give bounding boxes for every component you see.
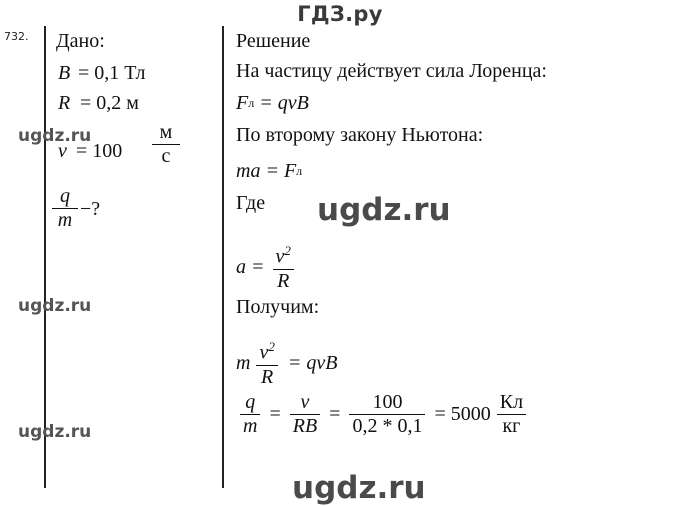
solution-final-formula: [236, 392, 530, 437]
final-unit-num: Кл: [499, 391, 524, 413]
find-suffix: −?: [80, 198, 101, 220]
final-eq1: =: [269, 403, 281, 425]
solution-step1-text: На частицу действует сила Лоренца:: [236, 60, 547, 82]
final-f1: [240, 392, 260, 437]
solution-step2-text: По второму закону Ньютона:: [236, 124, 484, 146]
speed-unit-denominator: с: [161, 145, 171, 167]
step5-num-exponent: 2: [268, 339, 275, 354]
accel-num-symbol: v: [275, 245, 285, 268]
watermark: ugdz.ru: [18, 126, 92, 146]
given-heading: Дано:: [56, 30, 105, 52]
accel-numerator: [273, 244, 294, 268]
accel-num-exponent: 2: [284, 243, 291, 258]
accel-fraction: [273, 244, 294, 292]
accel-denominator: R: [277, 269, 290, 292]
step5-numerator: [256, 340, 277, 364]
final-unit: [497, 392, 526, 437]
solution-acceleration-formula: [236, 244, 298, 292]
final-f3: [349, 392, 425, 437]
divider-left: [44, 26, 46, 488]
solution-step3-text: Где: [236, 192, 266, 214]
given-line-0-value: = 0,1 Тл: [78, 62, 146, 84]
step2-lhs: ma = F: [236, 160, 297, 182]
step5-fraction: [256, 340, 277, 388]
final-eq3: =: [434, 403, 446, 425]
exercise-number: 732.: [4, 30, 29, 43]
solution-step2-formula: [236, 160, 302, 183]
final-f1-den: m: [243, 415, 258, 437]
step1-rhs: = qvB: [259, 92, 309, 114]
step5-rhs: = qvB: [287, 352, 338, 375]
step5-denominator: R: [261, 365, 274, 388]
watermark: ugdz.ru: [317, 192, 451, 228]
final-eq2: =: [329, 403, 341, 425]
final-unit-den: кг: [502, 415, 521, 437]
step1-lhs: F: [236, 92, 249, 114]
given-line-1-symbol: R: [58, 92, 71, 114]
solution-step1-formula: [236, 92, 309, 115]
given-line-1-value: = 0,2 м: [80, 92, 139, 114]
watermark: ugdz.ru: [292, 470, 426, 506]
find-denominator: m: [57, 209, 73, 231]
final-f3-den: 0,2 * 0,1: [352, 415, 423, 437]
final-f2-den: RB: [292, 415, 318, 437]
watermark: ugdz.ru: [18, 296, 92, 316]
final-f3-num: 100: [372, 391, 403, 413]
solution-step4-text: Получим:: [236, 296, 320, 318]
divider-middle: [222, 26, 224, 488]
final-f1-num: q: [245, 391, 256, 413]
site-logo-top: ГДЗ.ру: [297, 2, 383, 26]
step5-num-symbol: v: [259, 341, 269, 364]
speed-unit-fraction: [152, 122, 180, 167]
given-line-2-value: = 100: [76, 140, 123, 162]
step1-subscript: л: [248, 96, 255, 110]
find-fraction: [52, 186, 78, 231]
step5-lhs: m: [236, 352, 251, 375]
final-value: 5000: [450, 403, 491, 425]
step2-subscript: л: [296, 164, 303, 178]
accel-lhs: a =: [236, 256, 265, 279]
given-line-2-symbol: v: [58, 140, 67, 162]
solution-step5-formula: [236, 340, 337, 388]
given-line-0-symbol: B: [58, 62, 71, 84]
solution-heading: Решение: [236, 30, 311, 52]
final-f2-num: v: [300, 391, 310, 413]
final-f2: [290, 392, 320, 437]
watermark: ugdz.ru: [18, 422, 92, 442]
speed-unit-numerator: м: [159, 121, 173, 143]
find-numerator: q: [60, 185, 70, 207]
